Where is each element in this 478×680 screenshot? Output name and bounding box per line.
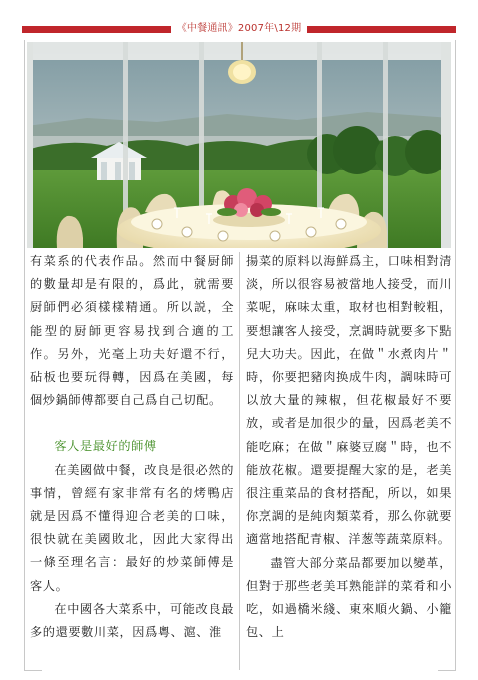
text-column-left [30, 250, 234, 644]
paragraph: 在美國做中餐，改良是很必然的事情，曾經有家非常有名的烤鴨店就是因爲不懂得迎合老美的口味，很快就在美國敗北，因此大家得出一條至理名言：最好的炒菜師傅是客人。 [30, 462, 234, 593]
header-rule-right [307, 26, 456, 33]
banquet-room-photo-icon [27, 42, 451, 248]
right-margin-rule [455, 40, 456, 670]
header-title: 《中餐通訊》2007年\12期 [176, 23, 302, 34]
column-divider [239, 252, 240, 670]
bottom-left-rule [24, 670, 42, 671]
text-column-right [246, 250, 452, 644]
page-header-bar [22, 24, 456, 34]
bottom-right-rule [438, 670, 456, 671]
paragraph: 揚菜的原料以海鮮爲主，口味相對清淡，所以很容易被當地人接受，而川菜呢，麻味太重，取材也相對較粗，要想讓客人接受，烹調時就要多下點兒大功夫。因此，在做＂水煮肉片＂時，你要把豬肉换成牛肉，調味時可以放大量的辣椒，但花椒最好不要放，或者是加很少的量，因爲老美不能吃麻；在做＂麻婆豆腐＂時，也不能放花椒。還要提醒大家的是，老美很注重菜品的食材搭配，所以，如果你烹調的是純肉類菜肴，那么你就要適當地搭配青椒、洋葱等蔬菜原料。 [246, 254, 452, 547]
paragraph: 盡管大部分菜品都要加以變革，但對于那些老美耳熟能詳的菜肴和小吃，如過橋米綫、東來順火鍋、小籠包、上 [246, 555, 452, 640]
header-rule-left [22, 26, 171, 33]
paragraph: 在中國各大菜系中，可能改良最多的還要數川菜，因爲粵、滬、淮 [30, 601, 234, 640]
section-heading: 客人是最好的師傅 [54, 439, 157, 454]
banquet-room-photo [27, 42, 451, 248]
paragraph: 有菜系的代表作品。然而中餐厨師的數量却是有限的，爲此，就需要厨師們必須樣樣精通。所以説，全能型的厨師更容易找到合適的工作。另外，光毫上功夫好還不行，砧板也要玩得轉，因爲在美國，每個炒鍋師傅都要自己爲自己切配。 [30, 254, 234, 408]
left-margin-rule [24, 40, 25, 670]
